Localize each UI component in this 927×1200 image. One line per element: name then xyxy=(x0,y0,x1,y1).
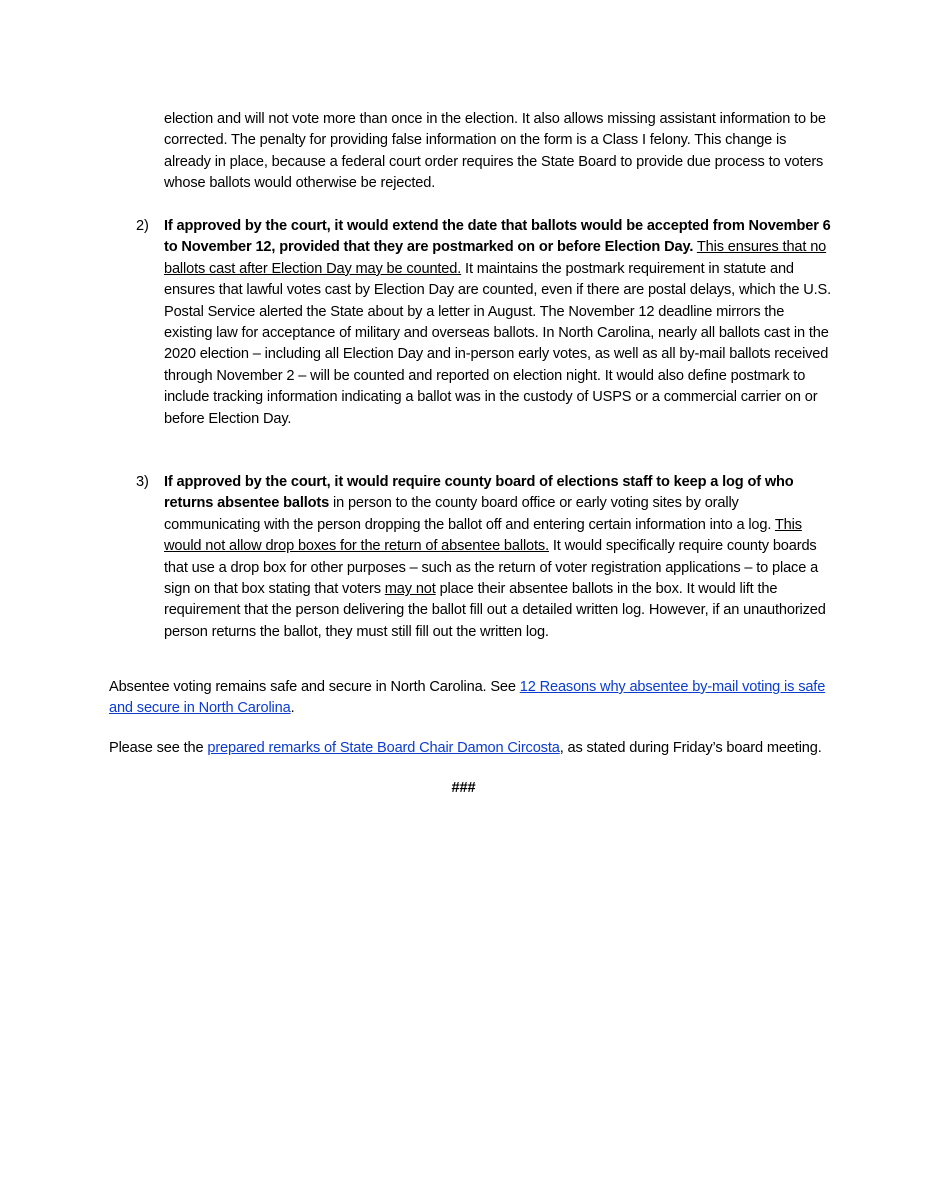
end-mark: ### xyxy=(451,780,476,796)
underlined-phrase: may not xyxy=(384,581,436,598)
item-text: It would specifically require county boards that use a drop box for other purposes – such as the return of voter registration applications – to place a sign on that box stating that voters xyxy=(164,538,819,598)
paragraph-text: Absentee voting remains safe and secure in North Carolina. See xyxy=(109,679,520,695)
bold-lead: If approved by the court, it would extend the date that ballots would be accepted from November 6 to November 12, provided that they are postmarked on or before Election Day. xyxy=(164,218,831,256)
paragraph-end: , as stated during Friday’s board meeting. xyxy=(559,740,822,756)
underlined-statement: This would not allow drop boxes for the return of absentee ballots. xyxy=(164,516,802,555)
list-item-body xyxy=(164,216,834,430)
item-text: It maintains the postmark requirement in statute and ensures that lawful votes cast by Election Day are counted, even if there are postal delays, which the U.S. Postal Service alerted the State about by a letter in August. The November 12 deadline mirrors the existing law for acceptance of military and overseas ballots. In North Carolina, nearly all ballots cast in the 2020 election – including all Election Day and in-person early votes, as well as all by-mail ballots received through November 2 – will be counted and reported on election night. It would also define postmark to include tracking information indicating a ballot was in the custody of USPS or a commercial carrier on or before Election Day. xyxy=(164,260,831,427)
remarks-paragraph xyxy=(109,738,829,759)
continuation-text: election and will not vote more than once in the election. It also allows missing assistant information to be corrected. The penalty for providing false information on the form is a Class I felony. This change is already in place, because a federal court order requires the State Board to provide due process to voters whose ballots would otherwise be rejected. xyxy=(164,111,826,192)
absentee-paragraph xyxy=(109,677,829,720)
continuation-paragraph xyxy=(164,109,834,195)
item-text: place their absentee ballots in the box. It would lift the requirement that the person delivering the ballot fill out a detailed written log. However, if an unauthorized person returns the ballot, they must still fill out the written log. xyxy=(164,581,826,640)
item-text: in person to the county board office or early voting sites by orally communicating with the person dropping the ballot off and entering certain information into a log. xyxy=(164,495,775,533)
list-number: 3) xyxy=(136,474,149,490)
paragraph-text: Please see the xyxy=(109,740,208,756)
twelve-reasons-link[interactable]: 12 Reasons why absentee by-mail voting is safe and secure in North Carolina xyxy=(109,679,826,717)
underlined-statement: This ensures that no ballots cast after Election Day may be counted. xyxy=(164,239,827,277)
list-number: 2) xyxy=(136,218,149,234)
bold-lead: If approved by the court, it would require county board of elections staff to keep a log of who returns absentee ballots xyxy=(164,474,794,512)
list-item-body xyxy=(164,472,834,643)
paragraph-end: . xyxy=(290,700,295,717)
prepared-remarks-link[interactable]: prepared remarks of State Board Chair Damon Circosta xyxy=(207,740,560,756)
